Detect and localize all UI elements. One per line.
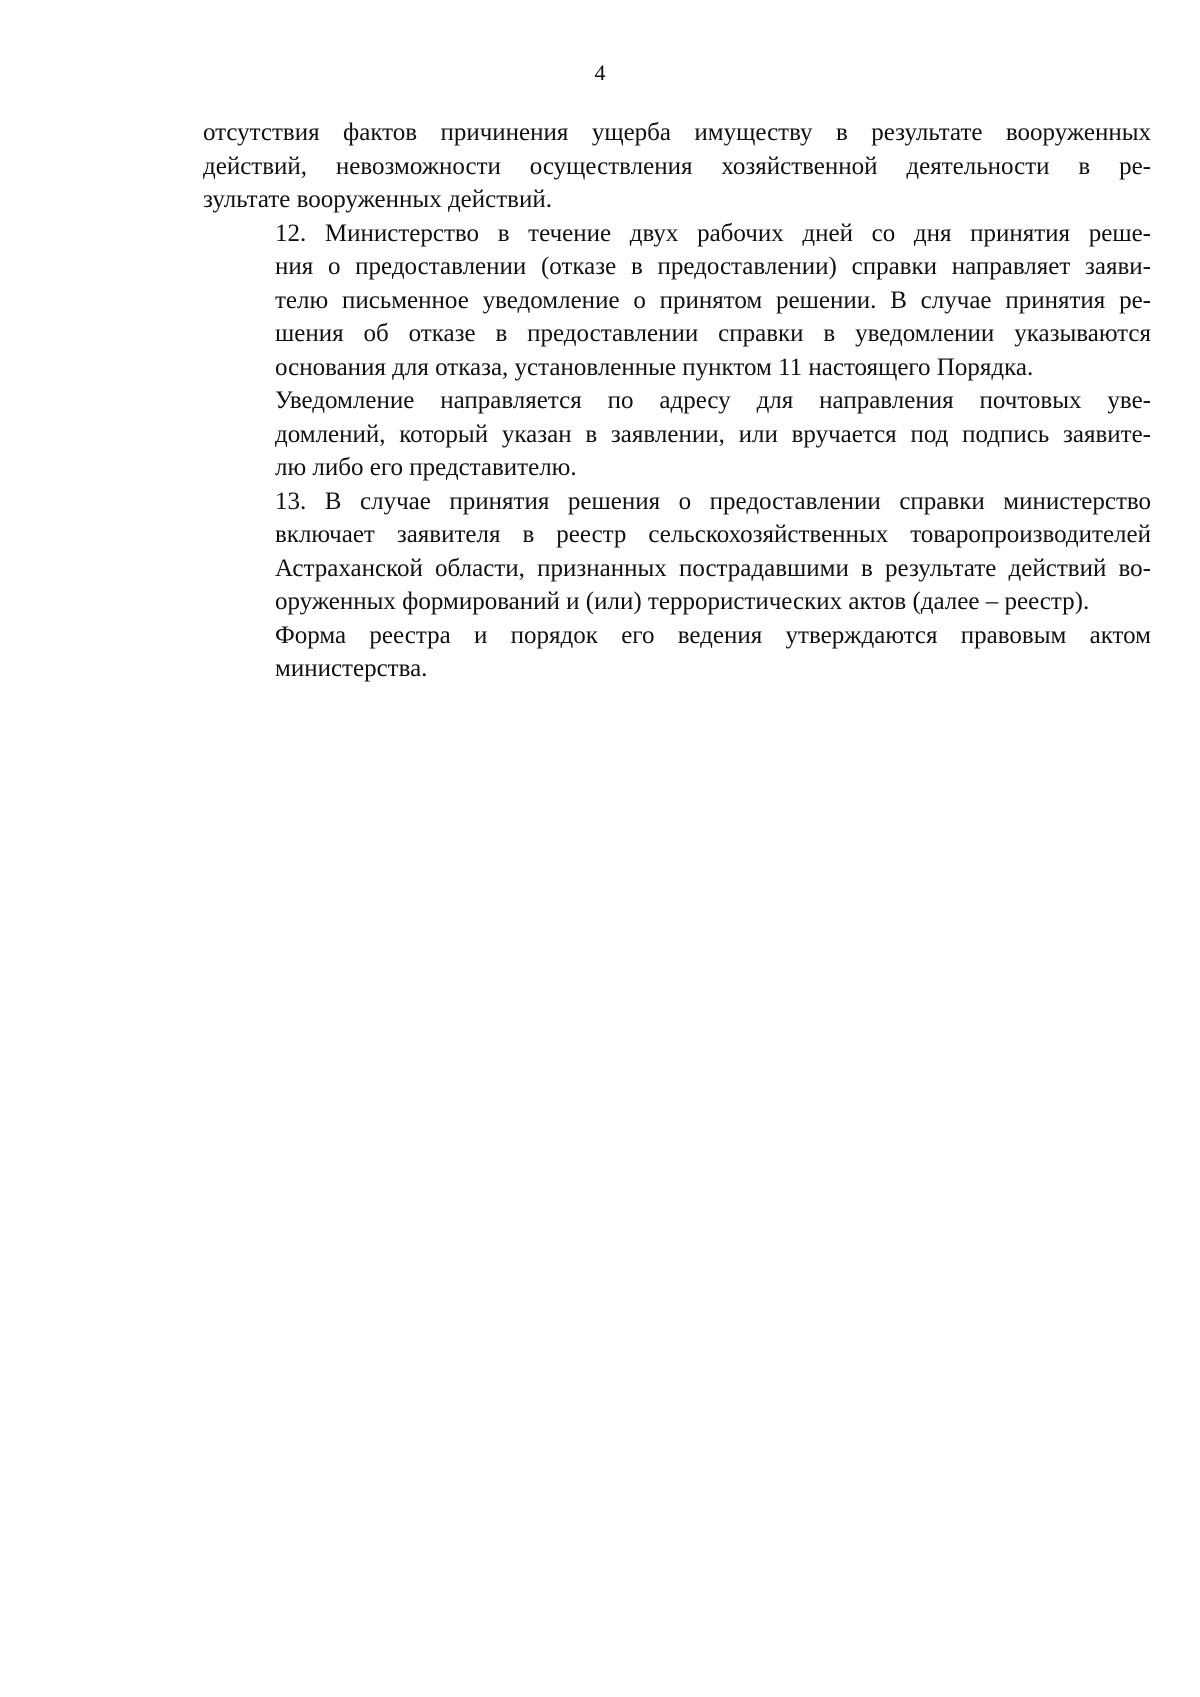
- document-body: [203, 116, 1151, 686]
- text-line: основания для отказа, установленные пунктом 11 настоящего Порядка.: [275, 353, 1034, 381]
- text-line: действий, невозможности осуществления хозяйственной деятельности в ре-: [203, 152, 1151, 180]
- page-number: 4: [594, 60, 606, 85]
- text-line: Форма реестра и порядок его ведения утверждаются правовым актом: [275, 621, 1151, 649]
- text-line: зультате вооруженных действий.: [203, 186, 552, 213]
- paragraph-3: [203, 384, 1151, 485]
- paragraph-2: [203, 217, 1151, 385]
- text-line: лю либо его представителю.: [275, 454, 577, 481]
- text-line: отсутствия фактов причинения ущерба имуществу в результате вооруженных: [203, 119, 1151, 146]
- text-line: 12. Министерство в течение двух рабочих дней со дня принятия реше-: [275, 219, 1151, 247]
- text-line: включает заявителя в реестр сельскохозяйственных товаропроизводителей: [275, 521, 1151, 548]
- text-line: Уведомление направляется по адресу для направления почтовых уве-: [275, 387, 1151, 414]
- paragraph-5: [203, 619, 1151, 686]
- text-line: шения об отказе в предоставлении справки в уведомлении указываются: [275, 320, 1151, 347]
- text-line: телю письменное уведомление о принятом решении. В случае принятия ре-: [275, 286, 1151, 314]
- paragraph-4: [203, 485, 1151, 619]
- text-line: министерства.: [275, 655, 428, 682]
- text-line: ния о предоставлении (отказе в предоставлении) справки направляет заяви-: [275, 253, 1151, 280]
- text-line: Астраханской области, признанных пострадавшими в результате действий во-: [275, 554, 1151, 582]
- text-line: домлений, который указан в заявлении, или вручается под подпись заявите-: [275, 420, 1151, 448]
- paragraph-1: [203, 116, 1151, 217]
- text-line: оруженных формирований и (или) террористических актов (далее – реестр).: [275, 588, 1090, 615]
- text-line: 13. В случае принятия решения о предоставлении справки министерство: [275, 487, 1151, 515]
